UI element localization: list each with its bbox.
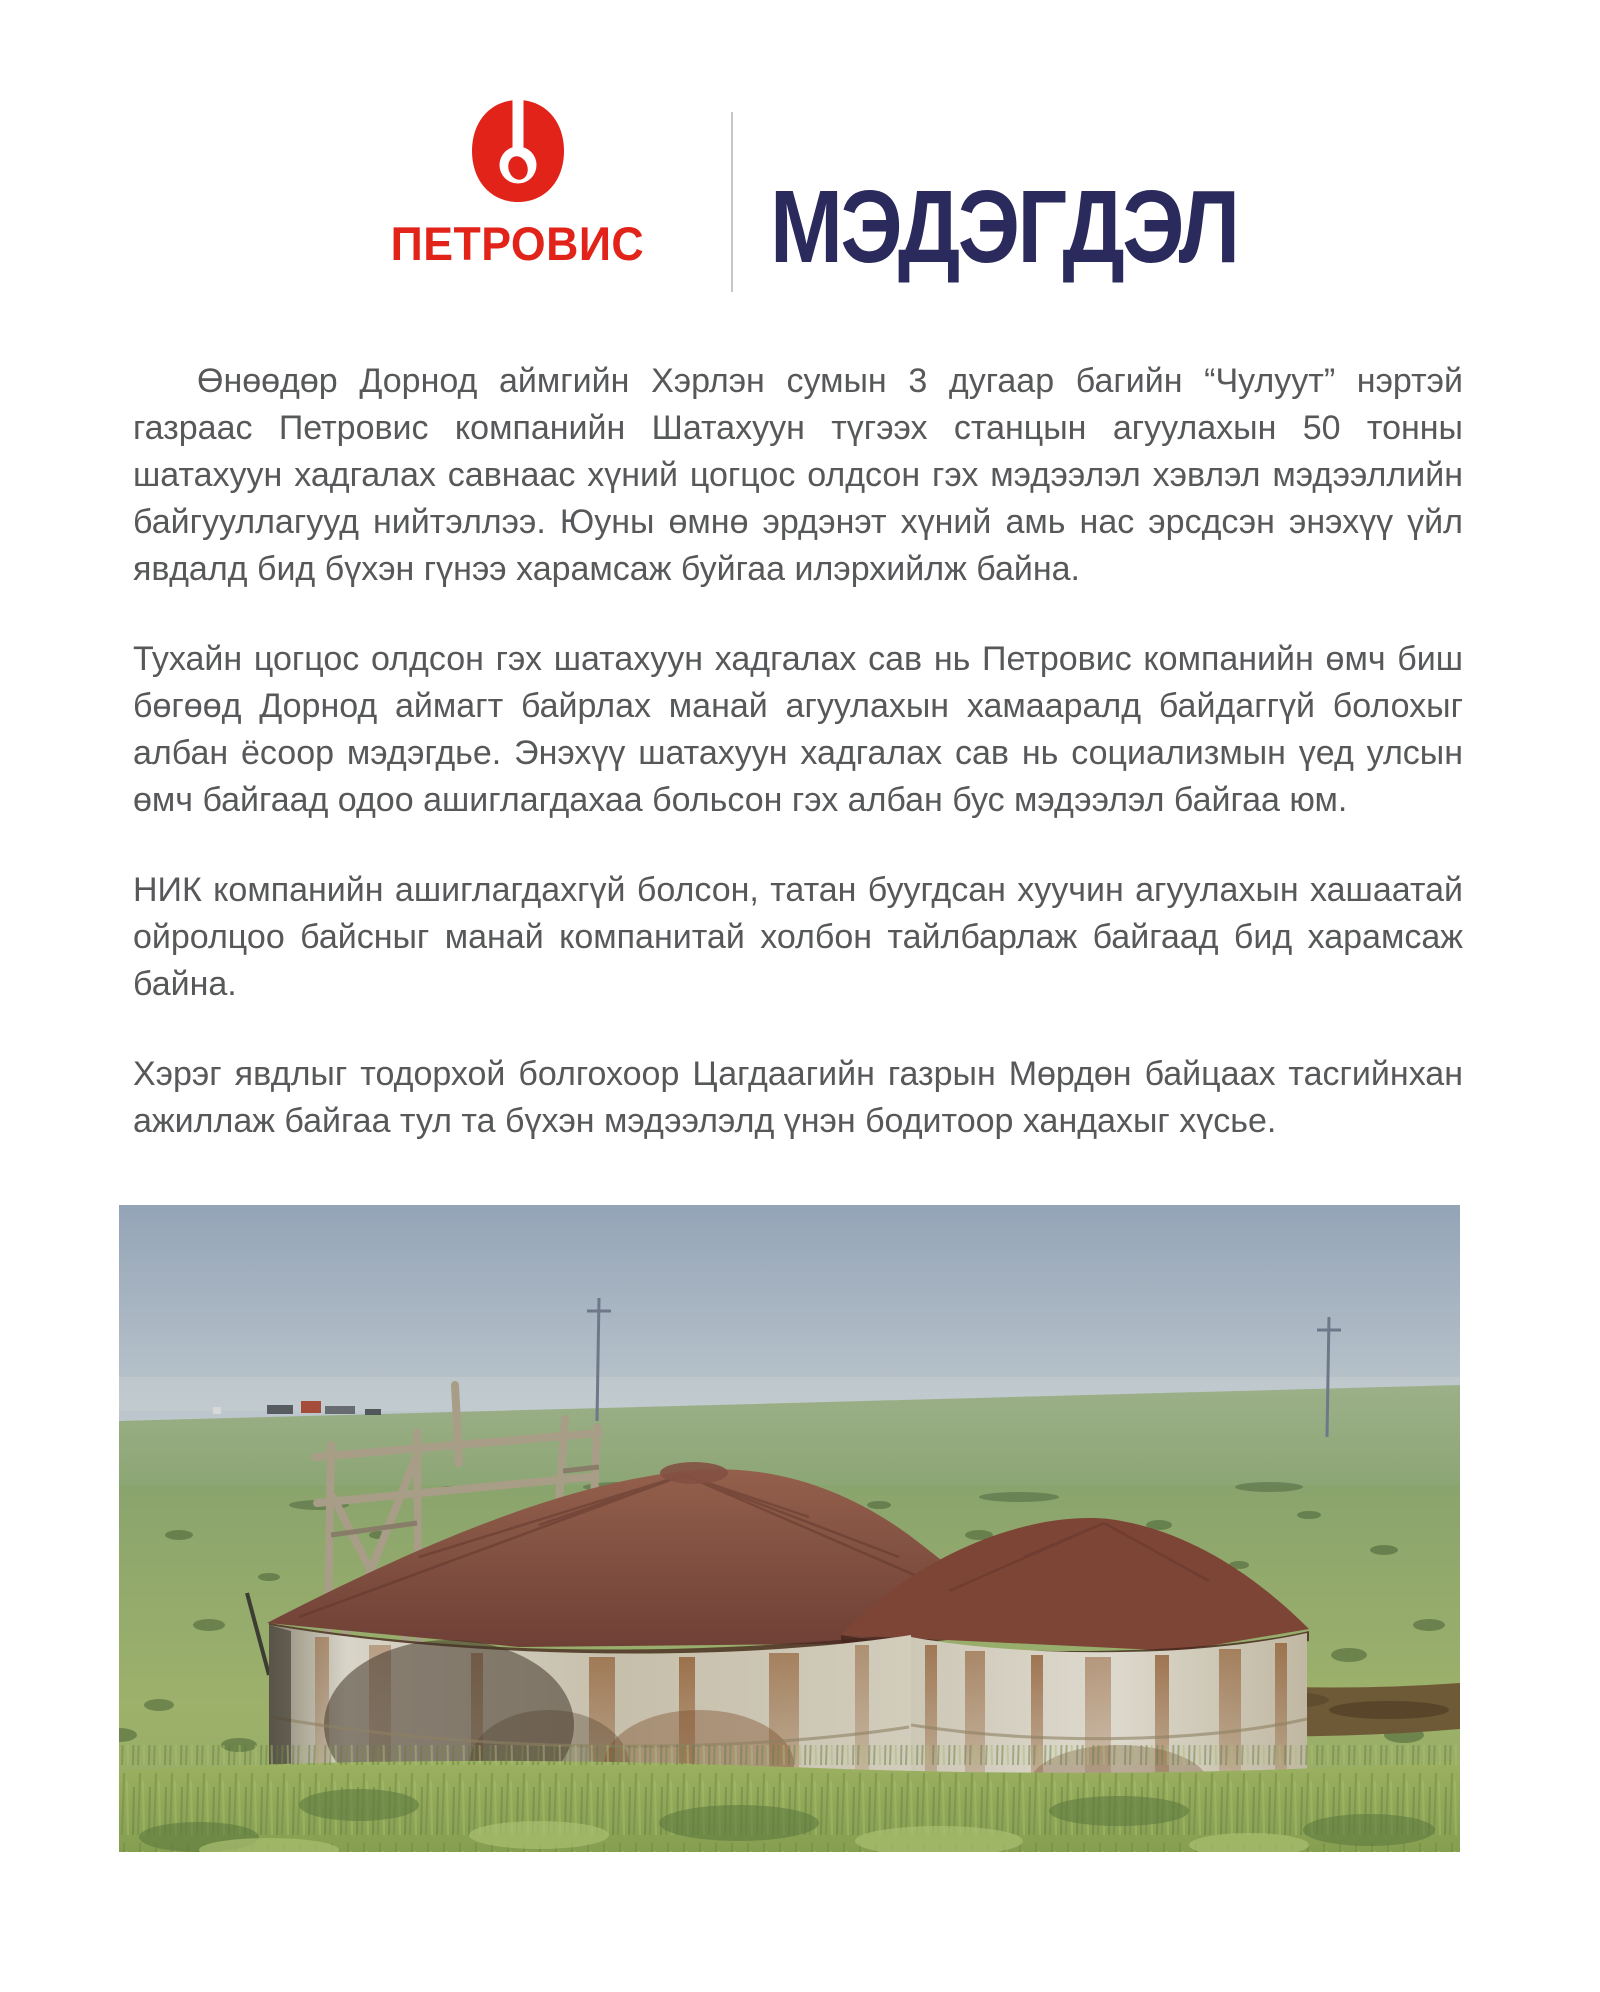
petrovis-logo-block xyxy=(385,98,650,271)
petrovis-logo-icon xyxy=(468,98,568,208)
fuel-tanks-illustration xyxy=(119,1205,1460,1852)
brand-name: ПЕТРОВИС xyxy=(390,217,645,270)
page-title: МЭДЭГДЭЛ xyxy=(770,169,1238,284)
paragraph-1: Өнөөдөр Дорнод аймгийн Хэрлэн сумын 3 дугаар багийн “Чулуут” нэртэй газраас Петровис компанийн Шатахуун түгээх станцын агуулахын 50 тонны шатахуун хадгалах савнаас хүний цогцос олдсон гэх мэдээлэл хэвлэл мэдээллийн байгууллагууд нийтэллээ. Юуны өмнө эрдэнэт хүний амь нас эрсдсэн энэхүү үйл явдалд бид бүхэн гүнээ харамсаж буйгаа илэрхийлж байна. xyxy=(133,362,1463,588)
photo-fuel-tanks xyxy=(119,1205,1460,1852)
paragraph-4: Хэрэг явдлыг тодорхой болгохоор Цагдаагийн газрын Мөрдөн байцаах тасгийнхан ажиллаж байгаа тул та бүхэн мэдээлэлд үнэн бодитоор хандахыг хүсье. xyxy=(133,1055,1463,1140)
announcement-text xyxy=(133,358,1463,1188)
paragraph-2: Тухайн цогцос олдсон гэх шатахуун хадгалах сав нь Петровис компанийн өмч биш бөгөөд Дорнод аймагт байрлах манай агуулахын хамааралд байдаггүй болохыг албан ёсоор мэдэгдье. Энэхүү шатахуун хадгалах сав нь социализмын үед улсын өмч байгаад одоо ашиглагдахаа больсон гэх албан бус мэдээлэл байгаа юм. xyxy=(133,640,1463,819)
paragraph-3: НИК компанийн ашиглагдахгүй болсон, татан буугдсан хуучин агуулахын хашаатай ойролцоо байсныг манай компанитай холбон тайлбарлаж байгаад бид харамсаж байна. xyxy=(133,871,1463,1003)
header-divider xyxy=(731,112,733,292)
